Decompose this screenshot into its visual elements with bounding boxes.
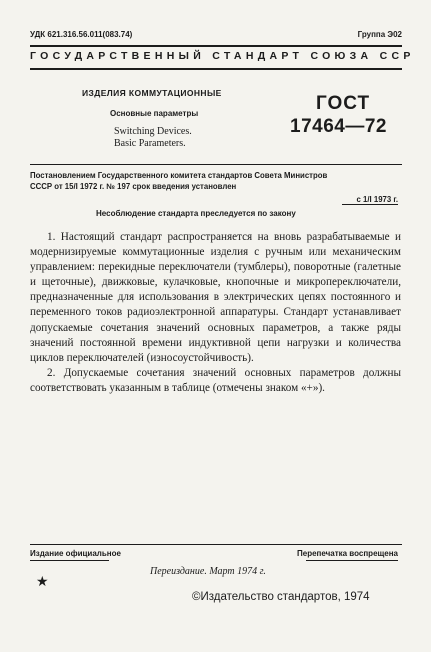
footer-rule-right — [306, 560, 398, 561]
gost-number: 17464—72 — [290, 116, 387, 137]
document-subtitle-ru: Основные параметры — [110, 109, 199, 118]
law-notice: Несоблюдение стандарта преследуется по закону — [96, 209, 296, 218]
document-title-en — [114, 126, 192, 150]
star-icon: ★ — [36, 575, 49, 590]
decree-line2: СССР от 15/I 1972 г. № 197 срок введения установлен — [30, 182, 237, 191]
group-code: Группа Э02 — [357, 30, 402, 39]
paragraph-1: 1. Настоящий стандарт распространяется на вновь разрабатываемые и модернизируемые коммутационные изделия с ручным или механическим управлением: перекидные переключатели (тумблеры), поворотные (галетные и щеточные), движковые, кулачковые, кнопочные и микропереключатели, предназначенные для использования в электрических цепях постоянного и переменного токов радиоэлектронной аппаратуры. Стандарт устанавливает допускаемые сочетания значений основных параметров, а также ряды значений постоянной времени индуктивной цепи нагрузки и количества циклов переключателей (износоустойчивость). — [30, 231, 401, 364]
reprint-forbidden: Перепечатка воспрещена — [297, 549, 398, 558]
top-rule-upper — [30, 45, 402, 47]
title-en-line1: Switching Devices. — [114, 126, 192, 137]
start-date-underline — [342, 204, 398, 205]
start-date: с 1/I 1973 г. — [356, 195, 398, 204]
footer-rule — [30, 544, 402, 545]
udk-code: УДК 621.316.56.011(083.74) — [30, 30, 133, 39]
decree-rule — [30, 164, 402, 165]
body-text — [30, 230, 401, 396]
publisher-copyright: ©Издательство стандартов, 1974 — [192, 591, 370, 603]
state-standard-heading: ГОСУДАРСТВЕННЫЙ СТАНДАРТ СОЮЗА ССР — [30, 50, 415, 62]
gost-label: ГОСТ — [316, 93, 371, 114]
decree-line1: Постановлением Государственного комитета стандартов Совета Министров — [30, 171, 328, 180]
paragraph-2: 2. Допускаемые сочетания значений основных параметров должны соответствовать указанным в таблице (отмечены знаком «+»). — [30, 366, 401, 394]
decree-text — [30, 170, 402, 192]
footer-rule-left — [30, 560, 109, 561]
top-rule-lower — [30, 68, 402, 70]
document-title-ru: ИЗДЕЛИЯ КОММУТАЦИОННЫЕ — [82, 88, 222, 98]
title-en-line2: Basic Parameters. — [114, 138, 186, 149]
reissue-note: Переиздание. Март 1974 г. — [150, 566, 266, 577]
edition-official: Издание официальное — [30, 549, 121, 558]
